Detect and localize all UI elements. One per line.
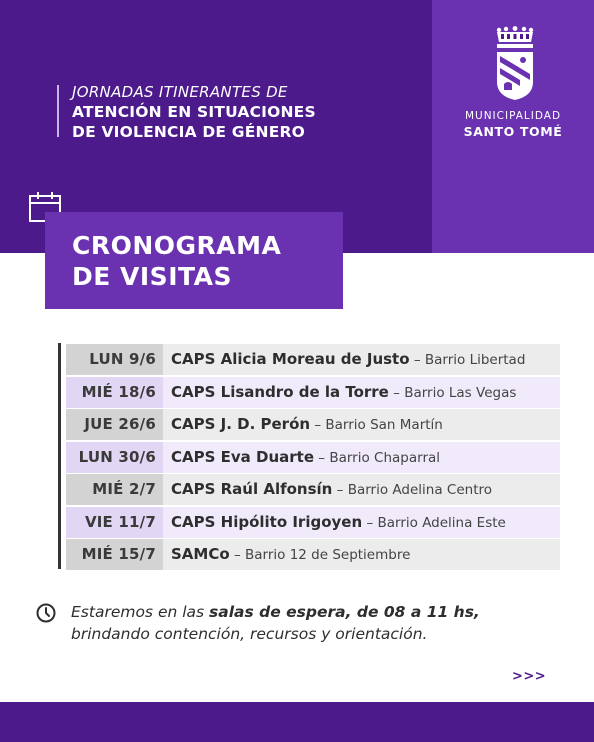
note-bold: salas de espera, de 08 a 11 hs, bbox=[209, 603, 480, 621]
neighborhood: – Barrio Adelina Este bbox=[362, 514, 506, 531]
center-name: CAPS Raúl Alfonsín bbox=[171, 480, 333, 498]
title-line-2: DE VISITAS bbox=[72, 262, 232, 291]
header-divider bbox=[57, 85, 59, 137]
header-line-1: JORNADAS ITINERANTES DE bbox=[72, 83, 288, 101]
footer-band bbox=[0, 702, 594, 742]
schedule-row bbox=[66, 442, 560, 473]
schedule-row bbox=[66, 507, 560, 538]
logo-line-1: MUNICIPALIDAD bbox=[464, 110, 562, 122]
visit-date: LUN 9/6 bbox=[66, 344, 163, 375]
neighborhood: – Barrio Adelina Centro bbox=[332, 482, 492, 498]
schedule-row bbox=[66, 344, 560, 375]
schedule-table bbox=[66, 344, 560, 572]
schedule-row bbox=[66, 377, 560, 408]
schedule-row bbox=[66, 539, 560, 570]
center-name: CAPS Eva Duarte bbox=[171, 447, 314, 466]
visit-date: MIÉ 18/6 bbox=[66, 377, 163, 408]
center-name: CAPS Alicia Moreau de Justo bbox=[171, 350, 410, 368]
header-line-2: ATENCIÓN EN SITUACIONES bbox=[72, 103, 316, 121]
visit-date: VIE 11/7 bbox=[66, 507, 163, 538]
schedule-row bbox=[66, 474, 560, 505]
center-name: CAPS Lisandro de la Torre bbox=[171, 382, 389, 401]
header-line-3: DE VIOLENCIA DE GÉNERO bbox=[72, 123, 305, 141]
visit-location bbox=[163, 409, 560, 440]
neighborhood: – Barrio San Martín bbox=[310, 417, 443, 433]
visit-location bbox=[163, 377, 560, 408]
visit-date: LUN 30/6 bbox=[66, 442, 163, 473]
header-title bbox=[72, 82, 316, 142]
center-name: CAPS J. D. Perón bbox=[171, 415, 311, 433]
visit-date: MIÉ 2/7 bbox=[66, 474, 163, 505]
visit-location bbox=[163, 344, 560, 375]
visit-date: JUE 26/6 bbox=[66, 409, 163, 440]
title-line-1: CRONOGRAMA bbox=[72, 231, 282, 260]
neighborhood: – Barrio Las Vegas bbox=[388, 384, 517, 401]
center-name: CAPS Hipólito Irigoyen bbox=[171, 512, 363, 531]
neighborhood: – Barrio 12 de Septiembre bbox=[229, 547, 411, 563]
visit-location bbox=[163, 442, 560, 473]
visit-date: MIÉ 15/7 bbox=[66, 539, 163, 570]
crest-icon bbox=[494, 26, 536, 102]
clock-icon bbox=[36, 603, 56, 623]
schedule-row bbox=[66, 409, 560, 440]
neighborhood: – Barrio Libertad bbox=[409, 352, 526, 368]
logo-line-2: SANTO TOMÉ bbox=[463, 124, 563, 139]
note-line-2: brindando contención, recursos y orientación. bbox=[71, 625, 428, 643]
schedule-title bbox=[45, 212, 343, 309]
center-name: SAMCo bbox=[171, 545, 230, 563]
next-arrows[interactable]: >>> bbox=[512, 669, 547, 684]
neighborhood: – Barrio Chaparral bbox=[314, 449, 441, 466]
visit-location bbox=[163, 507, 560, 538]
note-prefix: Estaremos en las bbox=[71, 603, 210, 621]
schedule-divider bbox=[58, 343, 61, 569]
visit-location bbox=[163, 539, 560, 570]
visit-location bbox=[163, 474, 560, 505]
schedule-note bbox=[71, 601, 480, 645]
